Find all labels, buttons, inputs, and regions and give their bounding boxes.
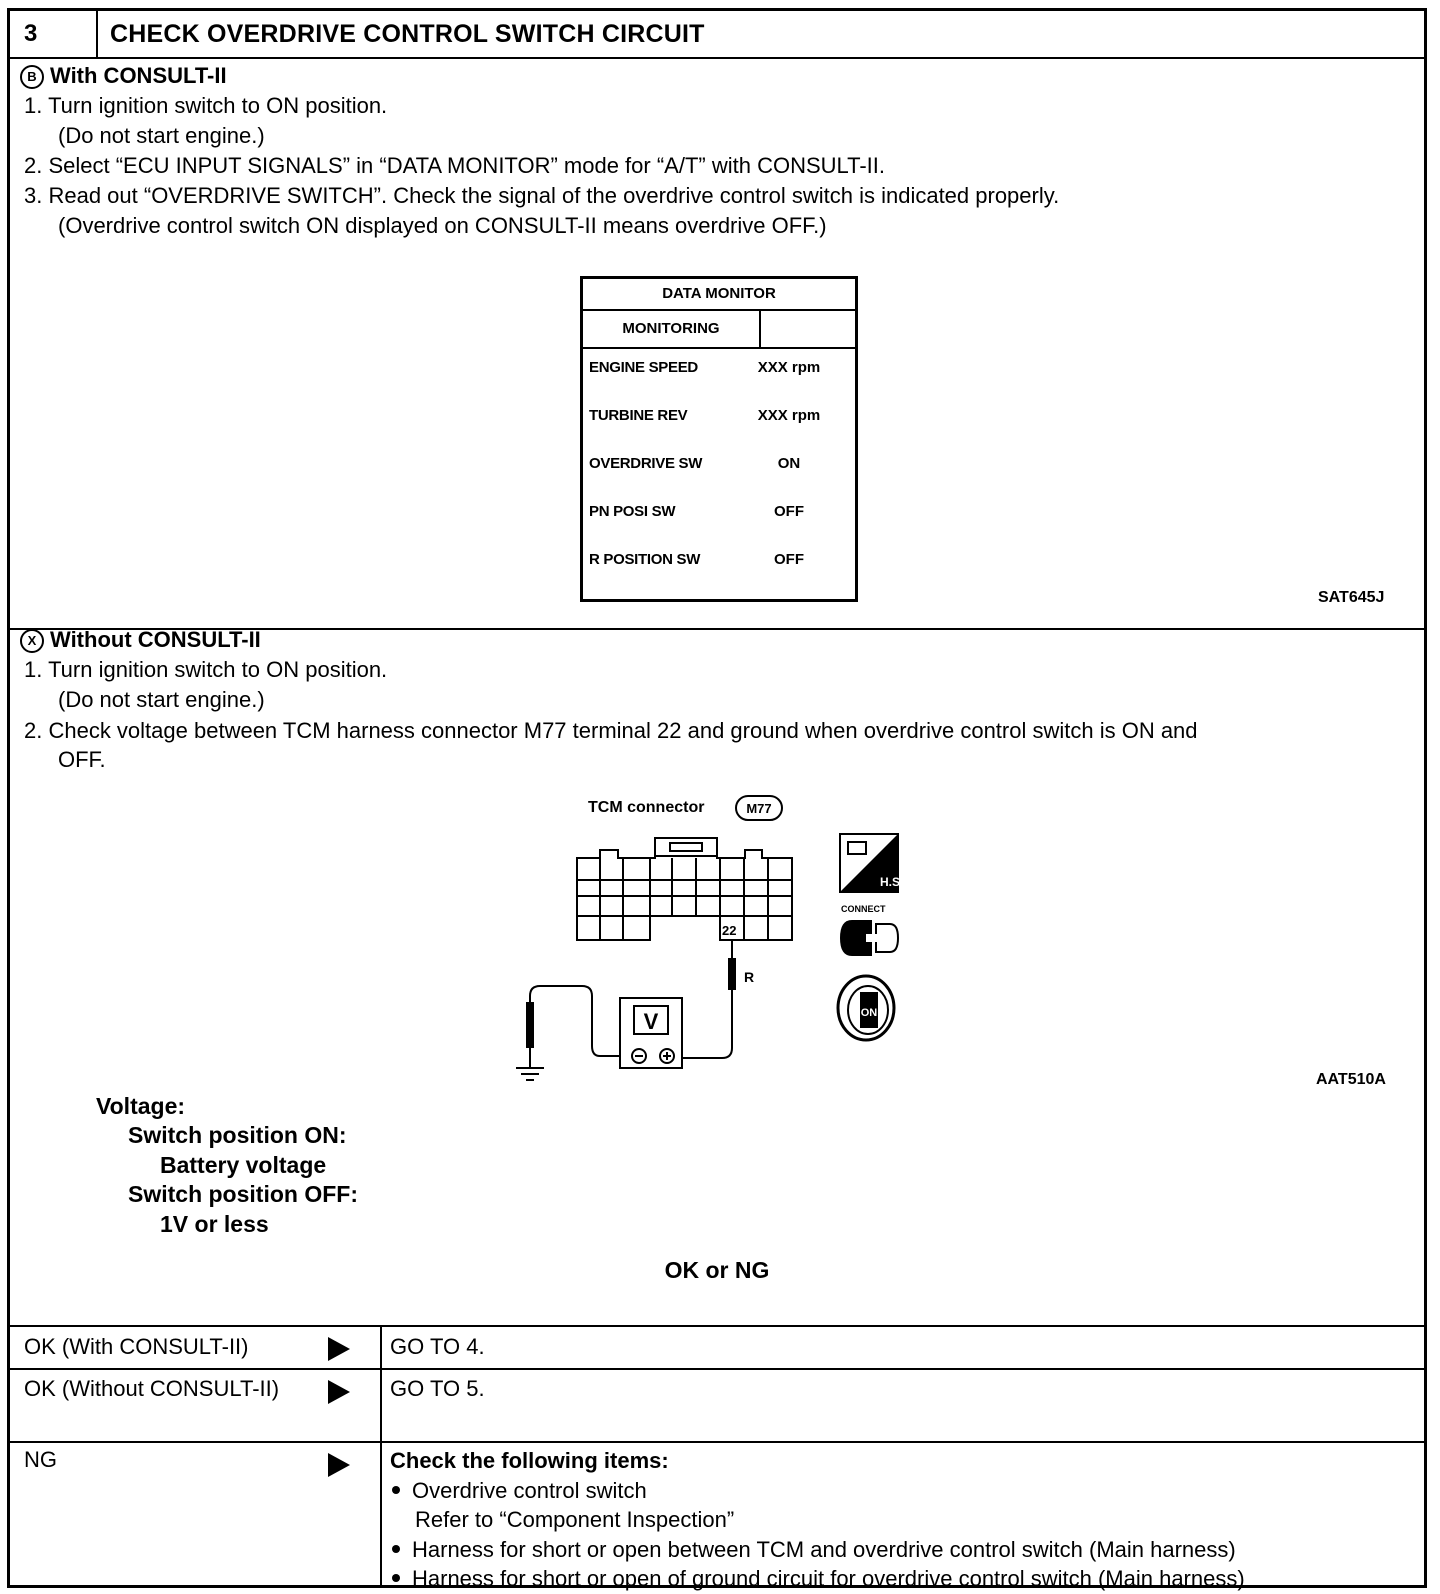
result-label-cell — [10, 1443, 382, 1588]
ground-probe — [526, 1002, 534, 1048]
ng-item-text: Overdrive control switch — [412, 1478, 647, 1503]
result-row — [10, 1443, 1424, 1591]
bullet-icon — [392, 1486, 400, 1494]
ng-item-text: Harness for short or open between TCM and overdrive control switch (Main harness) — [412, 1537, 1236, 1562]
result-action: GO TO 5. — [390, 1376, 485, 1401]
consult-heading — [20, 61, 227, 91]
data-monitor-screen — [580, 276, 858, 602]
monitor-item-name: ENGINE SPEED — [589, 359, 698, 376]
arrow-icon — [328, 1337, 350, 1361]
power-supply-icon — [840, 834, 903, 892]
monitor-item-value: ON — [777, 455, 801, 472]
monitor-item-value: OFF — [774, 551, 804, 568]
connect-label: CONNECT — [841, 904, 886, 914]
procedure-table — [7, 8, 1427, 1591]
terminal-number: 22 — [722, 923, 737, 938]
spec-label: Voltage: — [96, 1093, 186, 1119]
consult-tool-icon: B — [20, 65, 44, 89]
monitor-item-value: XXX rpm — [757, 407, 821, 424]
ng-item-text: Harness for short or open of ground circuit for overdrive control switch (Main harness) — [412, 1566, 1245, 1591]
without-step-2: 2. Check voltage between TCM harness connector M77 terminal 22 and ground when overdrive control switch is ON and — [24, 718, 1198, 743]
data-monitor-title: DATA MONITOR — [583, 279, 855, 311]
tcm-connector-diagram — [500, 780, 940, 1110]
ng-item — [390, 1535, 1236, 1565]
result-label: OK (With CONSULT-II) — [24, 1334, 249, 1359]
result-label: NG — [24, 1447, 57, 1472]
consult-section — [10, 59, 1424, 630]
bullet-icon — [392, 1545, 400, 1553]
without-heading-text: Without CONSULT-II — [50, 627, 261, 652]
connector-id: M77 — [746, 801, 772, 816]
spec-off-label: Switch position OFF: — [128, 1181, 358, 1207]
result-label-cell — [10, 1370, 382, 1441]
no-tool-icon: X — [20, 629, 44, 653]
ground-lead — [530, 986, 620, 1056]
without-step-1: 1. Turn ignition switch to ON position. — [24, 657, 388, 682]
wire-color-label: R — [744, 969, 755, 985]
result-action: GO TO 4. — [390, 1334, 485, 1359]
ng-item — [390, 1564, 1245, 1594]
monitor-item-name: OVERDRIVE SW — [589, 455, 703, 472]
monitor-item-name: R POSITION SW — [589, 551, 701, 568]
ps-label: H.S. — [880, 875, 904, 889]
consult-step-2: 2. Select “ECU INPUT SIGNALS” in “DATA MONITOR” mode for “A/T” with CONSULT-II. — [24, 153, 886, 178]
ground-symbol-icon — [516, 1068, 544, 1080]
without-step-2-cont: OFF. — [58, 747, 106, 772]
without-consult-section — [10, 627, 1424, 1327]
ok-ng-label: OK or NG — [664, 1257, 770, 1283]
red-probe — [728, 958, 736, 990]
ng-item — [390, 1476, 647, 1506]
figure-code: AAT510A — [1316, 1071, 1386, 1088]
ignition-key-icon — [838, 976, 894, 1040]
spec-on-label: Switch position ON: — [128, 1122, 347, 1148]
consult-step-1: 1. Turn ignition switch to ON position. — [24, 93, 388, 118]
data-monitor-mode: MONITORING — [583, 311, 761, 347]
data-monitor-mode-row — [583, 311, 855, 349]
ng-item-note: Refer to “Component Inspection” — [415, 1507, 735, 1532]
without-heading — [20, 625, 261, 655]
without-step-1-note: (Do not start engine.) — [58, 687, 265, 712]
consult-step-3-note: (Overdrive control switch ON displayed on CONSULT-II means overdrive OFF.) — [58, 213, 827, 238]
monitor-item-value: XXX rpm — [757, 359, 821, 376]
arrow-icon — [328, 1380, 350, 1404]
spec-on-value: Battery voltage — [160, 1152, 327, 1178]
monitor-item-value: OFF — [774, 503, 804, 520]
step-title: CHECK OVERDRIVE CONTROL SWITCH CIRCUIT — [110, 20, 705, 48]
bullet-icon — [392, 1574, 400, 1582]
positive-lead — [682, 990, 732, 1058]
result-row — [10, 1370, 1424, 1443]
step-header — [10, 11, 1424, 59]
connector-label: TCM connector — [588, 799, 705, 816]
consult-step-1-note: (Do not start engine.) — [58, 123, 265, 148]
result-label: OK (Without CONSULT-II) — [24, 1376, 280, 1401]
ng-action-title: Check the following items: — [390, 1448, 669, 1473]
connect-icon — [840, 920, 898, 956]
monitor-item-name: PN POSI SW — [589, 503, 676, 520]
figure-code: SAT645J — [1318, 589, 1385, 606]
monitor-item-name: TURBINE REV — [589, 407, 688, 424]
step-number: 3 — [10, 11, 98, 57]
arrow-icon — [328, 1453, 350, 1477]
consult-step-3: 3. Read out “OVERDRIVE SWITCH”. Check the signal of the overdrive control switch is indicated properly. — [24, 183, 1060, 208]
spec-off-value: 1V or less — [160, 1211, 269, 1237]
result-label-cell — [10, 1327, 382, 1368]
voltmeter-label: V — [643, 1009, 659, 1034]
result-row — [10, 1327, 1424, 1370]
key-label: ON — [860, 1007, 878, 1019]
consult-heading-text: With CONSULT-II — [50, 63, 227, 88]
connector-body — [577, 838, 792, 940]
